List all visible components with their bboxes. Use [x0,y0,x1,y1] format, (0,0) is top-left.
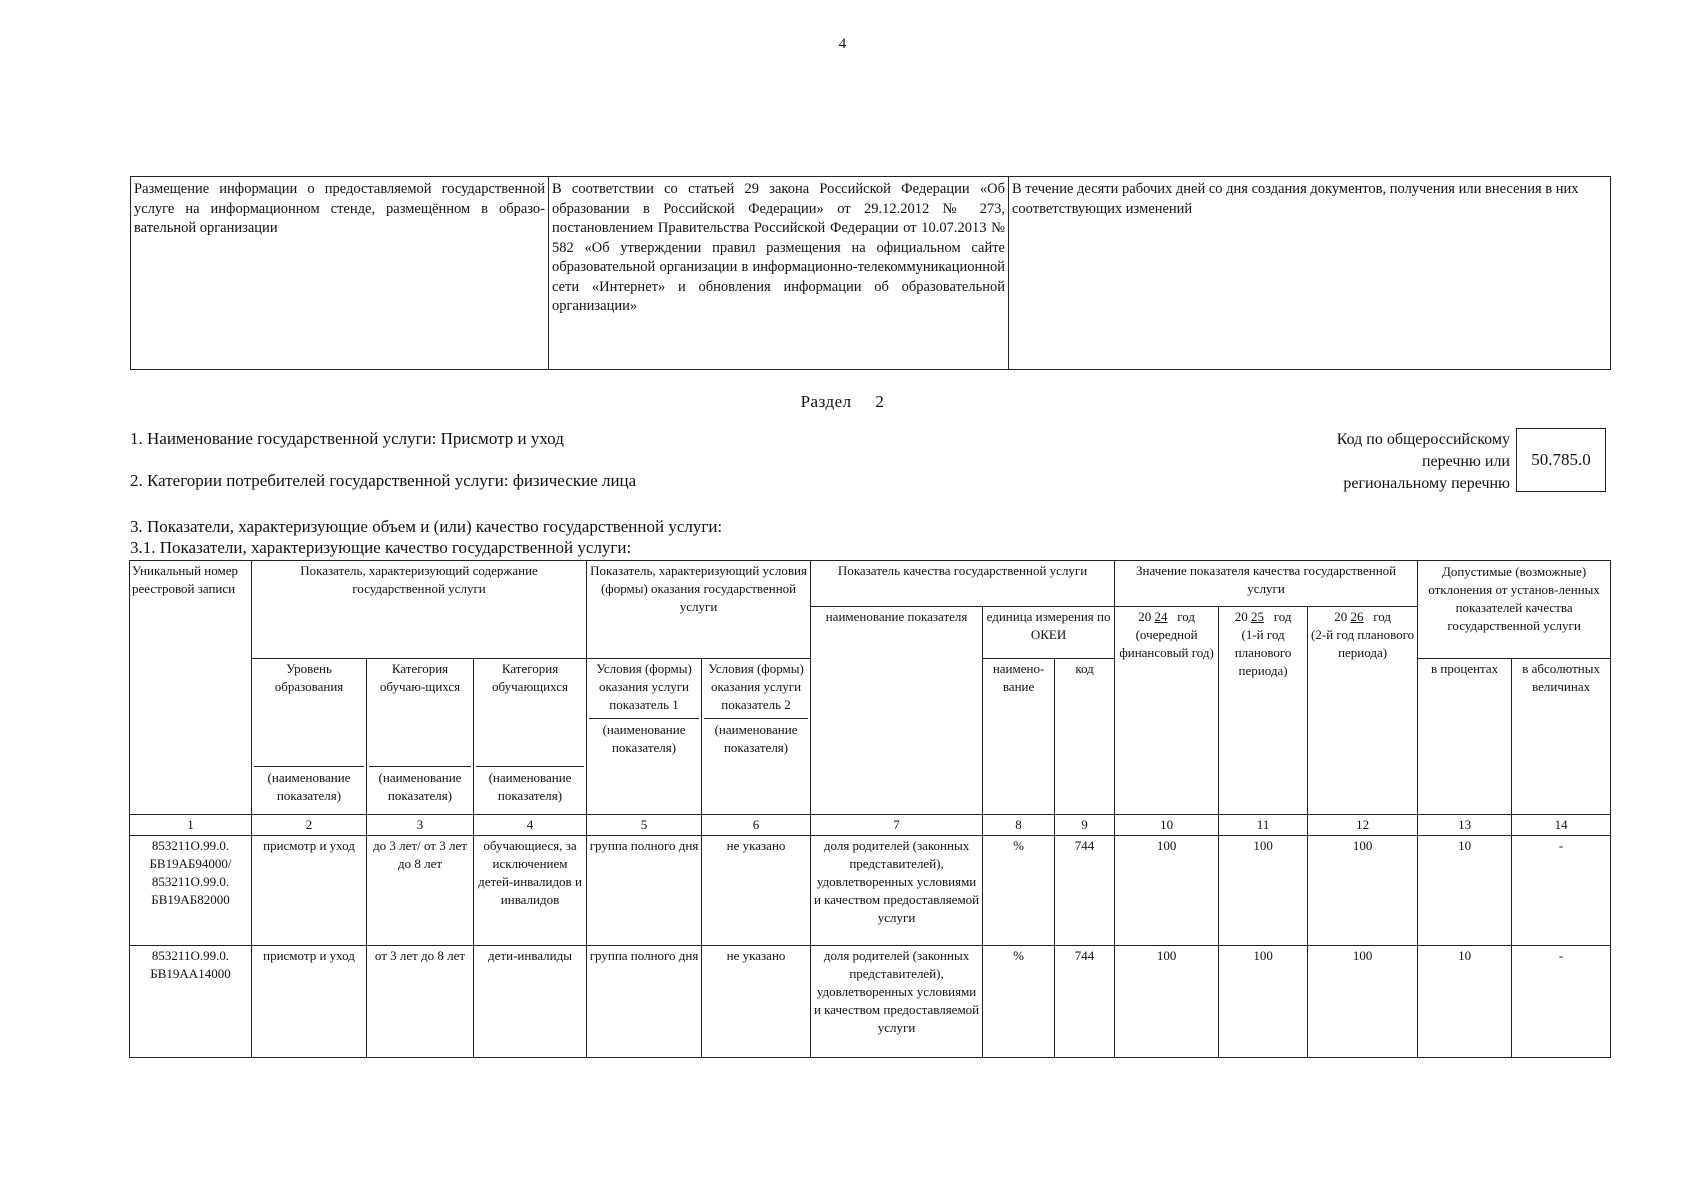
condition-1: группа полного дня [587,836,702,946]
year-word: год [1373,609,1391,624]
header-indicator-name: наименование показателя [811,607,983,815]
code-label [1337,429,1510,495]
header-year-2024 [1115,607,1219,815]
unit-code: 744 [1055,946,1115,1058]
header-category-2 [474,659,587,815]
year-word: год [1273,609,1292,624]
student-category-2: обучающиеся, за исключением детей-инвалидов и инвалидов [474,836,587,946]
header-unit: единица измерения по ОКЕИ [983,607,1115,659]
education-level: присмотр и уход [252,836,367,946]
header-year-2026 [1308,607,1418,815]
registry-code: 853211О.99.0. БВ19АА14000 [130,946,252,1058]
student-category-1: до 3 лет/ от 3 лет до 8 лет [367,836,474,946]
header-unit-name: наимено-вание [983,659,1055,815]
indicators-line: 3. Показатели, характеризующие объем и (или) качество государственной услуги: [130,517,723,536]
header-quality-indicator: Показатель качества государственной услуги [811,561,1115,607]
header-unit-code: код [1055,659,1115,815]
column-number: 3 [367,815,474,836]
consumers-line: 2. Категории потребителей государственной услуги: физические лица [130,471,637,490]
unit-name: % [983,946,1055,1058]
year-period: (1-й год планового периода) [1234,627,1292,678]
header-category-1 [367,659,474,815]
value-2026: 100 [1308,836,1418,946]
section-title [0,392,1685,412]
code-label-line2: перечню или [1421,453,1510,470]
column-sublabel: (наименование показателя) [589,718,699,757]
indicator-name: доля родителей (законных представителей), удовлетворенных условиями и качеством предоставляемой услуги [811,836,983,946]
header-condition-2 [702,659,811,815]
column-sublabel: (наименование показателя) [254,766,364,805]
year-prefix: 20 [1138,609,1152,624]
unit-name: % [983,836,1055,946]
student-category-2: дети-инвалиды [474,946,587,1058]
value-2024: 100 [1115,836,1219,946]
header-year-2025 [1219,607,1308,815]
column-numbers-row [130,815,1611,836]
column-number: 6 [702,815,811,836]
info-placement-table [130,176,1611,370]
code-label-line1: Код по общероссийскому [1336,431,1510,448]
column-label: Условия (формы) оказания услуги показатель 2 [708,661,804,712]
year-value: 24 [1154,609,1168,624]
value-2024: 100 [1115,946,1219,1058]
column-number: 13 [1418,815,1512,836]
condition-2: не указано [702,946,811,1058]
column-sublabel: (наименование показателя) [704,718,808,757]
year-word: год [1177,609,1195,624]
deviation-absolute: - [1512,836,1611,946]
column-label: Категория обучаю-щихся [379,661,461,694]
year-value: 25 [1250,609,1264,624]
header-indicator-value: Значение показателя качества государственной услуги [1115,561,1418,607]
header-condition-1 [587,659,702,815]
header-row-1 [130,561,1611,607]
info-frequency-cell: В течение десяти рабочих дней со дня создания документов, получения или внесения в них соответствующих изменений [1009,177,1611,370]
education-level: присмотр и уход [252,946,367,1058]
column-number: 11 [1219,815,1308,836]
page-number: 4 [838,36,847,52]
year-period: (2-й год планового периода) [1311,627,1415,660]
unit-code: 744 [1055,836,1115,946]
table-row [130,946,1611,1058]
condition-1: группа полного дня [587,946,702,1058]
column-sublabel: (наименование показателя) [369,766,471,805]
service-name-line: 1. Наименование государственной услуги: Присмотр и уход [130,429,564,448]
header-deviation-text [1418,563,1611,659]
column-number: 9 [1055,815,1115,836]
year-prefix: 20 [1334,609,1348,624]
student-category-1: от 3 лет до 8 лет [367,946,474,1058]
quality-line: 3.1. Показатели, характеризующие качество государственной услуги: [130,538,632,557]
year-value: 26 [1350,609,1364,624]
column-number: 5 [587,815,702,836]
column-number: 14 [1512,815,1611,836]
column-number: 10 [1115,815,1219,836]
header-level [252,659,367,815]
table-row [131,177,1611,370]
condition-2: не указано [702,836,811,946]
section-number: 2 [875,392,885,411]
deviation-percent: 10 [1418,946,1512,1058]
deviation-absolute: - [1512,946,1611,1058]
code-label-line3: региональному перечню [1343,475,1510,492]
column-label: Категория обучающихся [492,661,568,694]
indicator-name: доля родителей (законных представителей), удовлетворенных условиями и качеством предоставляемой услуги [811,946,983,1058]
column-number: 1 [130,815,252,836]
column-number: 7 [811,815,983,836]
section-label: Раздел [800,392,852,411]
column-label: Уровень образования [274,661,344,694]
registry-code-box: 50.785.0 [1516,428,1606,492]
registry-code: 853211О.99.0. БВ19АБ94000/ 853211О.99.0. БВ19АБ82000 [130,836,252,946]
info-method-cell: Размещение информации о предоставляемой государственной услуге на информационном стенде, размещённом в образо-вательной организации [131,177,549,370]
quality-indicators-table [129,560,1611,1058]
column-number: 4 [474,815,587,836]
value-2025: 100 [1219,836,1308,946]
year-period: (очередной финансовый год) [1119,627,1214,660]
deviation-percent: 10 [1418,836,1512,946]
value-2026: 100 [1308,946,1418,1058]
column-sublabel: (наименование показателя) [476,766,584,805]
column-number: 8 [983,815,1055,836]
header-content-indicator: Показатель, характеризующий содержание государственной услуги [252,561,587,659]
year-prefix: 20 [1234,609,1248,624]
header-absolute: в абсолютных величинах [1512,659,1611,815]
header-percent: в процентах [1418,659,1512,815]
header-conditions-indicator: Показатель, характеризующий условия (формы) оказания государственной услуги [587,561,811,659]
column-label: Условия (формы) оказания услуги показатель 1 [596,661,692,712]
header-unique-number: Уникальный номер реестровой записи [130,561,252,815]
column-number: 2 [252,815,367,836]
column-number: 12 [1308,815,1418,836]
info-content-cell: В соответствии со статьей 29 закона Российской Федерации «Об образовании в Российской Федерации» от 29.12.2012 № 273, постановлением Правительства Российской Федерации от 10.07.2013 № 582 «Об утверждении правил размещения на официальном сайте образовательной организации в информационно-телекоммуникационной сети «Интернет» и обновления информации об образовательной организации» [549,177,1009,370]
table-row [130,836,1611,946]
value-2025: 100 [1219,946,1308,1058]
deviation-label: Допустимые (возможные) отклонения от установ-ленных показателей качества государственной услуги [1428,563,1600,633]
